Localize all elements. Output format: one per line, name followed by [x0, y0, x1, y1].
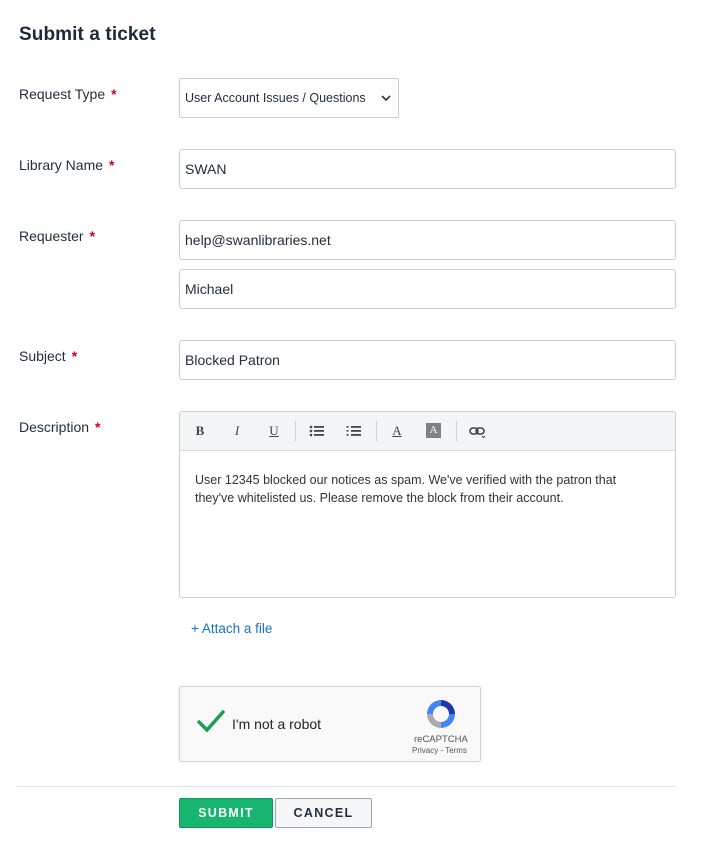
description-label: Description * [19, 419, 101, 435]
recaptcha-widget [179, 686, 481, 762]
bold-button[interactable]: B [195, 423, 205, 438]
italic-button[interactable]: I [234, 423, 240, 438]
font-color-button[interactable]: A [392, 423, 402, 438]
requester-name-input[interactable]: Michael [179, 269, 676, 309]
library-name-label: Library Name * [19, 157, 115, 173]
underline-button[interactable]: U [269, 423, 279, 438]
requester-email-input[interactable]: help@swanlibraries.net [179, 220, 676, 260]
highlight-button[interactable]: A [426, 423, 441, 438]
subject-label: Subject * [19, 348, 78, 364]
request-type-select[interactable] [179, 78, 399, 118]
required-marker: * [111, 86, 117, 102]
submit-button[interactable]: SUBMIT [179, 798, 273, 828]
subject-input[interactable]: Blocked Patron [179, 340, 676, 380]
checkmark-icon[interactable] [196, 709, 226, 735]
recaptcha-logo-icon [424, 697, 458, 731]
description-text[interactable]: User 12345 blocked our notices as spam. We've verified with the patron that they've whitelisted us. Please remove the block from their account. [195, 473, 617, 505]
link-icon[interactable] [469, 425, 487, 439]
attach-file-link[interactable]: + Attach a file [191, 621, 273, 636]
recaptcha-label: I'm not a robot [232, 716, 322, 732]
required-marker: * [71, 348, 78, 364]
requester-label: Requester * [19, 228, 96, 244]
recaptcha-privacy-terms[interactable]: Privacy - Terms [412, 746, 467, 755]
divider [17, 786, 676, 787]
page-title: Submit a ticket [19, 24, 156, 45]
numbered-list-icon[interactable] [346, 424, 362, 438]
toolbar-separator [295, 421, 296, 441]
recaptcha-brand: reCAPTCHA [414, 734, 468, 745]
request-type-label: Request Type * [19, 86, 117, 102]
editor-toolbar [180, 412, 675, 451]
required-marker: * [89, 228, 96, 244]
toolbar-separator [376, 421, 377, 441]
chevron-down-icon [380, 79, 392, 117]
bulleted-list-icon[interactable] [309, 424, 325, 438]
required-marker: * [109, 157, 115, 173]
library-name-input[interactable]: SWAN [179, 149, 676, 189]
required-marker: * [95, 419, 101, 435]
cancel-button[interactable]: CANCEL [275, 798, 372, 828]
request-type-value: User Account Issues / Questions [185, 91, 366, 105]
toolbar-separator [456, 421, 457, 441]
description-editor [179, 411, 676, 598]
